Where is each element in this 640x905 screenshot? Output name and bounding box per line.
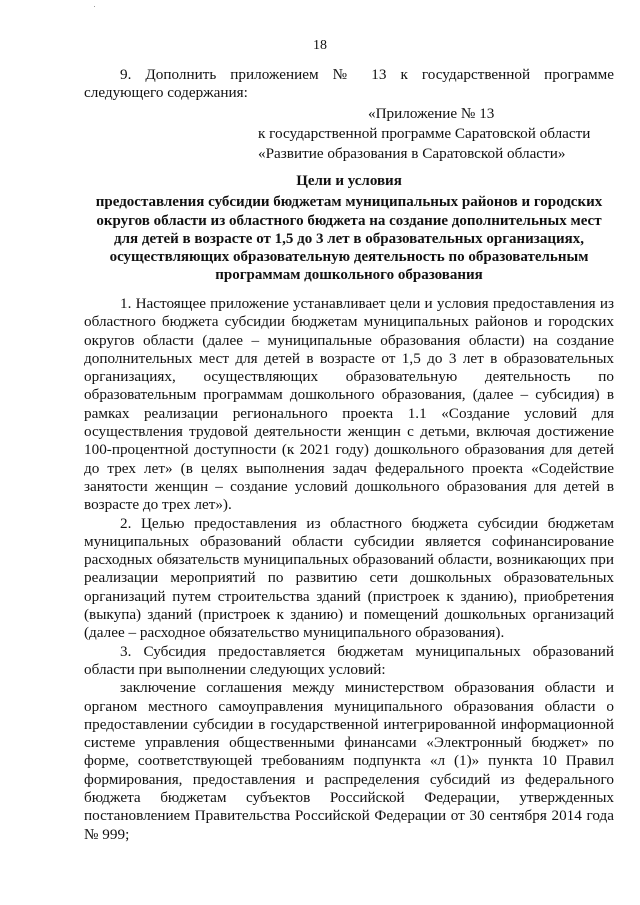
appendix-caption-line-2: к государственной программе Саратовской области: [258, 125, 591, 142]
paragraph-3: 3. Субсидия предоставляется бюджетам муниципальных образований области при выполнении следующих условий:: [84, 642, 614, 678]
lead-paragraph-block: [84, 66, 614, 103]
appendix-caption-line-3: «Развитие образования в Саратовской области»: [258, 145, 566, 162]
paragraph-2: 2. Целью предоставления из областного бюджета субсидии бюджетам муниципальных образований области субсидии является софинансирование расходных обязательств муниципальных образований области, возникающих при реализации мероприятий по развитию сети дошкольных образовательных организаций путем строительства зданий (пристроек к зданию), приобретения (выкупа) зданий (пристроек к зданию) и помещений дошкольных организаций (далее – расходное обязательство муниципального образования).: [84, 514, 614, 642]
section-heading: [84, 172, 614, 285]
section-heading-subtitle: предоставления субсидии бюджетам муниципальных районов и городских округов области из областного бюджета на создание дополнительных мест для детей в возрасте от 1,5 до 3 лет в образовательных организациях, осуществляющих образовательную деятельность по образовательным программам дошкольного образования: [95, 194, 603, 284]
paragraph-4: заключение соглашения между министерством образования области и органом местного самоуправления муниципального образования области о предоставлении субсидии в государственной интегрированной информационной системе управления общественными финансами «Электронный бюджет» по форме, соответствующей требованиям подпункта «л (1)» пункта 10 Правил формирования, предоставления и распределения субсидий из федерального бюджета бюджетам субъектов Российской Федерации, утвержденных постановлением Правительства Российской Федерации от 30 сентября 2014 года № 999;: [84, 679, 614, 843]
scan-speck: [94, 6, 95, 7]
lead-paragraph: 9. Дополнить приложением № 13 к государственной программе следующего содержания:: [84, 66, 614, 102]
page-number: 18: [313, 38, 327, 53]
appendix-caption: [258, 104, 618, 164]
section-heading-title: Цели и условия: [296, 173, 402, 189]
main-text: [84, 295, 614, 844]
appendix-caption-line-1: «Приложение № 13: [368, 105, 495, 122]
paragraph-1: 1. Настоящее приложение устанавливает цели и условия предоставления из областного бюджета субсидии бюджетам муниципальных районов и городских округов области (далее – муниципальные образования области) на создание дополнительных мест для детей в возрасте от 1,5 до 3 лет в образовательных организациях, осуществляющих образовательную деятельность по образовательным программам дошкольного образования, (далее – субсидия) в рамках реализации регионального проекта 1.1 «Создание условий для осуществления трудовой деятельности женщин с детьми, включая достижение 100-процентной доступности (к 2021 году) дошкольного образования для детей до трех лет» (в целях выполнения задач федерального проекта «Содействие занятости женщин – создание условий дошкольного образования для детей в возрасте до трех лет»).: [84, 295, 614, 514]
